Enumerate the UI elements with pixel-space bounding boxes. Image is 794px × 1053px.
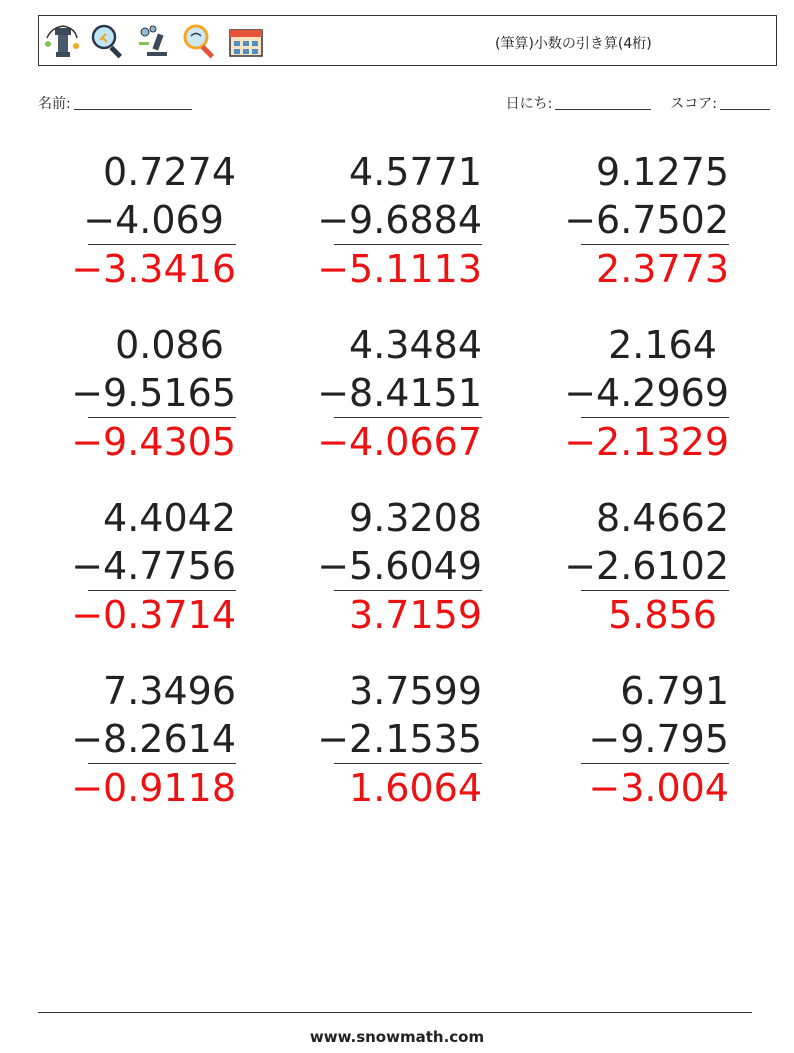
problem-5 — [282, 321, 482, 466]
problem-10 — [36, 667, 236, 812]
answer: 1.6064 — [349, 766, 482, 810]
answer: −0.9118 — [71, 766, 236, 810]
name-label: 名前: — [38, 96, 71, 112]
minuend: 0.7274 — [103, 150, 236, 194]
answer: 2.3773 — [596, 247, 729, 291]
problem-3 — [529, 148, 729, 293]
chess-trophy-icon — [43, 22, 81, 60]
problem-1 — [36, 148, 236, 293]
microscope-icon — [135, 22, 173, 60]
subtrahend: −4.069 — [83, 198, 236, 242]
problem-12 — [529, 667, 729, 812]
answer: 3.7159 — [349, 593, 482, 637]
subtrahend: −9.6884 — [317, 198, 482, 242]
footer-url: www.snowmath.com — [309, 1028, 485, 1046]
magnifier-orange-icon — [181, 22, 219, 60]
subtrahend: −8.4151 — [317, 371, 482, 415]
minuend: 9.3208 — [349, 496, 482, 540]
date-blank-line — [555, 95, 651, 110]
answer: −0.3714 — [71, 593, 236, 637]
minuend: 6.791 — [620, 669, 729, 713]
minuend: 3.7599 — [349, 669, 482, 713]
problem-9 — [529, 494, 729, 639]
name-field — [38, 93, 192, 113]
subtrahend: −5.6049 — [317, 544, 482, 588]
score-blank-line — [720, 95, 770, 110]
minuend: 4.5771 — [349, 150, 482, 194]
problem-7 — [36, 494, 236, 639]
subtrahend: −2.6102 — [564, 544, 729, 588]
subtrahend: −4.2969 — [564, 371, 729, 415]
problem-8 — [282, 494, 482, 639]
score-label: スコア: — [670, 96, 717, 112]
answer: −5.1113 — [317, 247, 482, 291]
subtrahend: −9.5165 — [71, 371, 236, 415]
problem-11 — [282, 667, 482, 812]
problem-4 — [36, 321, 236, 466]
magnifier-icon — [89, 22, 127, 60]
answer: −2.1329 — [564, 420, 729, 464]
minuend: 9.1275 — [596, 150, 729, 194]
subtrahend: −2.1535 — [317, 717, 482, 761]
minuend: 8.4662 — [596, 496, 729, 540]
footer-divider — [38, 1012, 752, 1013]
minuend: 4.4042 — [103, 496, 236, 540]
header-box — [38, 15, 777, 66]
answer: −4.0667 — [317, 420, 482, 464]
answer: −3.3416 — [71, 247, 236, 291]
date-label: 日にち: — [505, 96, 553, 112]
name-blank-line — [74, 95, 192, 110]
subtrahend: −8.2614 — [71, 717, 236, 761]
date-score-fields — [506, 93, 770, 113]
answer: −9.4305 — [71, 420, 236, 464]
subtrahend: −9.795 — [588, 717, 729, 761]
worksheet-title: (筆算)小数の引き算(4桁) — [495, 36, 652, 52]
minuend: 7.3496 — [103, 669, 236, 713]
minuend: 4.3484 — [349, 323, 482, 367]
subtrahend: −4.7756 — [71, 544, 236, 588]
header-icons — [43, 22, 265, 62]
subtrahend: −6.7502 — [564, 198, 729, 242]
answer: −3.004 — [588, 766, 729, 810]
problem-6 — [529, 321, 729, 466]
problem-2 — [282, 148, 482, 293]
minuend: 2.164 — [608, 323, 729, 367]
minuend: 0.086 — [115, 323, 236, 367]
answer: 5.856 — [608, 593, 729, 637]
calendar-building-icon — [227, 22, 265, 60]
